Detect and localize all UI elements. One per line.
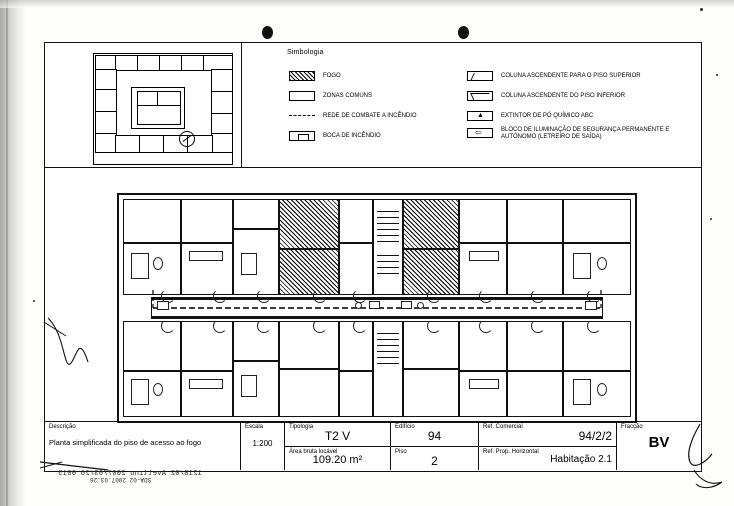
extinguisher-symbol-icon xyxy=(467,111,493,121)
stair-tread xyxy=(377,217,399,218)
key-plan-unit xyxy=(115,55,139,71)
legend-item-label: BOCA DE INCÊNDIO xyxy=(323,132,381,139)
gross-area-label: Área bruta locável xyxy=(289,449,338,455)
stair-core xyxy=(373,199,403,295)
unit-room xyxy=(233,321,279,361)
legend-panel xyxy=(285,47,697,165)
title-block-typology-cell xyxy=(285,422,391,446)
scan-footer-code-secondary: SDA-02 2007.03.26 xyxy=(90,476,152,483)
description-label: Descrição xyxy=(49,424,76,430)
bathroom-fixture xyxy=(131,253,149,279)
bathroom-fixture xyxy=(573,253,591,279)
legend-item-bloco-iluminacao xyxy=(467,127,681,143)
title-block-commercial-ref-cell xyxy=(479,422,617,446)
unit-room xyxy=(233,199,279,229)
gross-area-value: 109.20 m² xyxy=(312,454,363,466)
stair-tread xyxy=(377,261,399,262)
scan-speck xyxy=(716,74,718,76)
commercial-ref-label: Ref. Comercial xyxy=(483,424,523,430)
key-plan-core-detail xyxy=(137,105,181,125)
fire-unit-room xyxy=(279,249,339,295)
legend-item-coluna-inferior xyxy=(467,89,625,103)
legend-item-label: COLUNA ASCENDENTE DO PISO INFERIOR xyxy=(501,92,626,99)
typology-label: Tipologia xyxy=(289,424,314,430)
unit-room xyxy=(339,199,373,243)
exit-sign-marker-icon xyxy=(157,301,169,310)
legend-title: Simbologia xyxy=(287,49,324,56)
frame-divider-vertical xyxy=(241,43,242,167)
title-block-description-cell xyxy=(45,422,241,470)
key-plan-unit xyxy=(115,135,141,153)
key-plan-unit xyxy=(95,133,117,153)
key-plan xyxy=(93,53,233,165)
scan-speck xyxy=(710,218,712,220)
kitchen-fixture xyxy=(189,379,223,389)
door-swing xyxy=(479,289,493,303)
unit-room xyxy=(403,369,459,417)
stair-tread xyxy=(377,339,399,340)
door-swing xyxy=(353,319,367,333)
scan-footer-code: 1218/02 Avellino 2007/03/26 0015 xyxy=(58,470,203,478)
stair-tread xyxy=(377,345,399,346)
unit-room xyxy=(339,371,373,417)
key-plan-unit xyxy=(181,55,205,71)
scan-speck xyxy=(33,300,35,302)
stair-tread xyxy=(377,229,399,230)
fire-unit-room xyxy=(403,249,459,295)
legend-item-coluna-superior xyxy=(467,69,641,83)
unit-room xyxy=(507,199,563,243)
frame-divider-upper xyxy=(45,167,701,168)
typology-value: T2 V xyxy=(324,429,351,443)
door-swing xyxy=(213,289,227,303)
unit-room xyxy=(507,243,563,295)
title-block-gross-area-cell xyxy=(285,446,391,470)
door-swing xyxy=(531,319,545,333)
legend-item-extintor xyxy=(467,109,593,123)
door-swing xyxy=(213,319,227,333)
door-swing xyxy=(531,289,545,303)
key-plan-unit xyxy=(211,91,233,115)
unit-room xyxy=(279,369,339,417)
stair-tread xyxy=(377,255,399,256)
common-zone-symbol-icon xyxy=(289,91,315,101)
door-swing xyxy=(587,319,601,333)
drawing-frame xyxy=(44,42,702,472)
stair-tread xyxy=(377,273,399,274)
wc-fixture xyxy=(597,257,607,270)
wc-fixture xyxy=(153,257,163,270)
key-plan-unit xyxy=(159,55,183,71)
door-swing xyxy=(313,289,327,303)
fire-unit-room xyxy=(279,199,339,249)
wc-fixture xyxy=(153,383,163,396)
door-swing xyxy=(161,319,175,333)
legend-item-rede-combate xyxy=(289,109,417,123)
fraction-value: BV xyxy=(648,434,670,451)
title-block-horizontal-prop-cell xyxy=(479,446,617,470)
floor-plan xyxy=(117,193,637,423)
extinguisher-marker-icon xyxy=(355,302,362,309)
hydrant-marker-icon xyxy=(369,301,380,309)
scale-label: Escala xyxy=(245,424,264,430)
stair-tread xyxy=(377,235,399,236)
description-value: Planta simplificada do piso de acesso ao fogo xyxy=(49,438,202,447)
unit-room xyxy=(507,371,563,417)
exit-sign-symbol-icon xyxy=(467,128,493,138)
stair-tread xyxy=(377,267,399,268)
unit-room xyxy=(123,199,181,243)
service-core xyxy=(373,321,403,417)
fire-hatch-symbol-icon xyxy=(289,71,315,81)
unit-room xyxy=(279,321,339,369)
legend-item-label: COLUNA ASCENDENTE PARA O PISO SUPERIOR xyxy=(501,72,641,79)
kitchen-fixture xyxy=(469,251,499,261)
key-plan-unit xyxy=(211,113,233,135)
floor-value: 2 xyxy=(431,454,438,468)
hydrant-symbol-icon xyxy=(289,131,315,141)
building-label: Edifício xyxy=(395,424,415,430)
bathroom-fixture xyxy=(573,379,591,405)
riser-up-symbol-icon xyxy=(467,71,493,81)
legend-item-label: FOGO xyxy=(323,72,341,79)
kitchen-fixture xyxy=(189,251,223,261)
bathroom-fixture xyxy=(131,379,149,405)
binder-mark-left xyxy=(262,26,273,39)
scan-speck xyxy=(700,8,703,11)
extinguisher-marker-icon xyxy=(417,302,424,309)
binder-mark-right xyxy=(458,26,469,39)
key-plan-unit xyxy=(139,135,165,153)
stair-tread xyxy=(377,223,399,224)
door-swing xyxy=(353,289,367,303)
title-block-scale-cell xyxy=(241,422,285,470)
unit-room xyxy=(339,243,373,295)
commercial-ref-value: 94/2/2 xyxy=(578,429,612,443)
bathroom-fixture xyxy=(241,375,257,397)
scan-edge-shadow-left xyxy=(0,0,26,506)
legend-item-zonas-comuns xyxy=(289,89,372,103)
title-block-floor-cell xyxy=(391,446,479,470)
legend-item-boca-incendio xyxy=(289,129,381,143)
legend-item-fogo xyxy=(289,69,341,83)
key-plan-unit xyxy=(95,89,117,113)
stair-tread xyxy=(377,363,399,364)
legend-item-label: BLOCO DE ILUMINAÇÃO DE SEGURANÇA PERMANENTE E AUTÓNOMO (LETREIRO DE SAÍDA) xyxy=(501,127,670,140)
scale-value: 1:200 xyxy=(252,439,273,448)
unit-room xyxy=(459,371,507,417)
riser-down-symbol-icon xyxy=(467,91,493,101)
unit-room xyxy=(563,199,631,243)
kitchen-fixture xyxy=(469,379,499,389)
door-swing xyxy=(427,289,441,303)
fire-unit-room xyxy=(403,199,459,249)
key-plan-unit xyxy=(95,111,117,135)
key-plan-unit xyxy=(95,69,117,91)
door-swing xyxy=(427,319,441,333)
stair-tread xyxy=(377,333,399,334)
bathroom-fixture xyxy=(241,253,257,275)
door-swing xyxy=(257,289,271,303)
exit-sign-marker-icon xyxy=(585,301,597,310)
horizontal-prop-ref-label: Ref. Prop. Horizontal xyxy=(483,449,539,455)
hydrant-marker-icon xyxy=(401,301,412,309)
legend-item-label: REDE DE COMBATE A INCÊNDIO xyxy=(323,112,417,119)
fraction-label: Fracção xyxy=(621,424,643,430)
stair-tread xyxy=(377,241,399,242)
stair-tread xyxy=(377,357,399,358)
wc-fixture xyxy=(597,383,607,396)
legend-item-label: ZONAS COMUNS xyxy=(323,92,373,99)
horizontal-prop-ref-value: Habitação 2.1 xyxy=(550,454,612,465)
floor-label: Piso xyxy=(395,449,407,455)
stair-tread xyxy=(377,351,399,352)
door-swing xyxy=(479,319,493,333)
key-plan-unit xyxy=(211,69,233,93)
legend-item-label: EXTINTOR DE PÓ QUÍMICO ABC xyxy=(501,112,594,119)
fire-network-line-symbol-icon xyxy=(289,111,315,121)
key-plan-location-marker-icon xyxy=(179,131,195,147)
door-swing xyxy=(257,319,271,333)
stair-tread xyxy=(377,211,399,212)
building-value: 94 xyxy=(427,429,442,443)
key-plan-unit xyxy=(211,133,233,153)
key-plan-unit xyxy=(137,55,161,71)
title-block-fraction-cell xyxy=(617,422,701,470)
door-swing xyxy=(313,319,327,333)
scan-edge-shadow-top xyxy=(0,0,734,8)
unit-room xyxy=(181,199,233,243)
title-block xyxy=(45,421,701,471)
unit-room xyxy=(181,371,233,417)
title-block-building-cell xyxy=(391,422,479,446)
unit-room xyxy=(459,199,507,243)
